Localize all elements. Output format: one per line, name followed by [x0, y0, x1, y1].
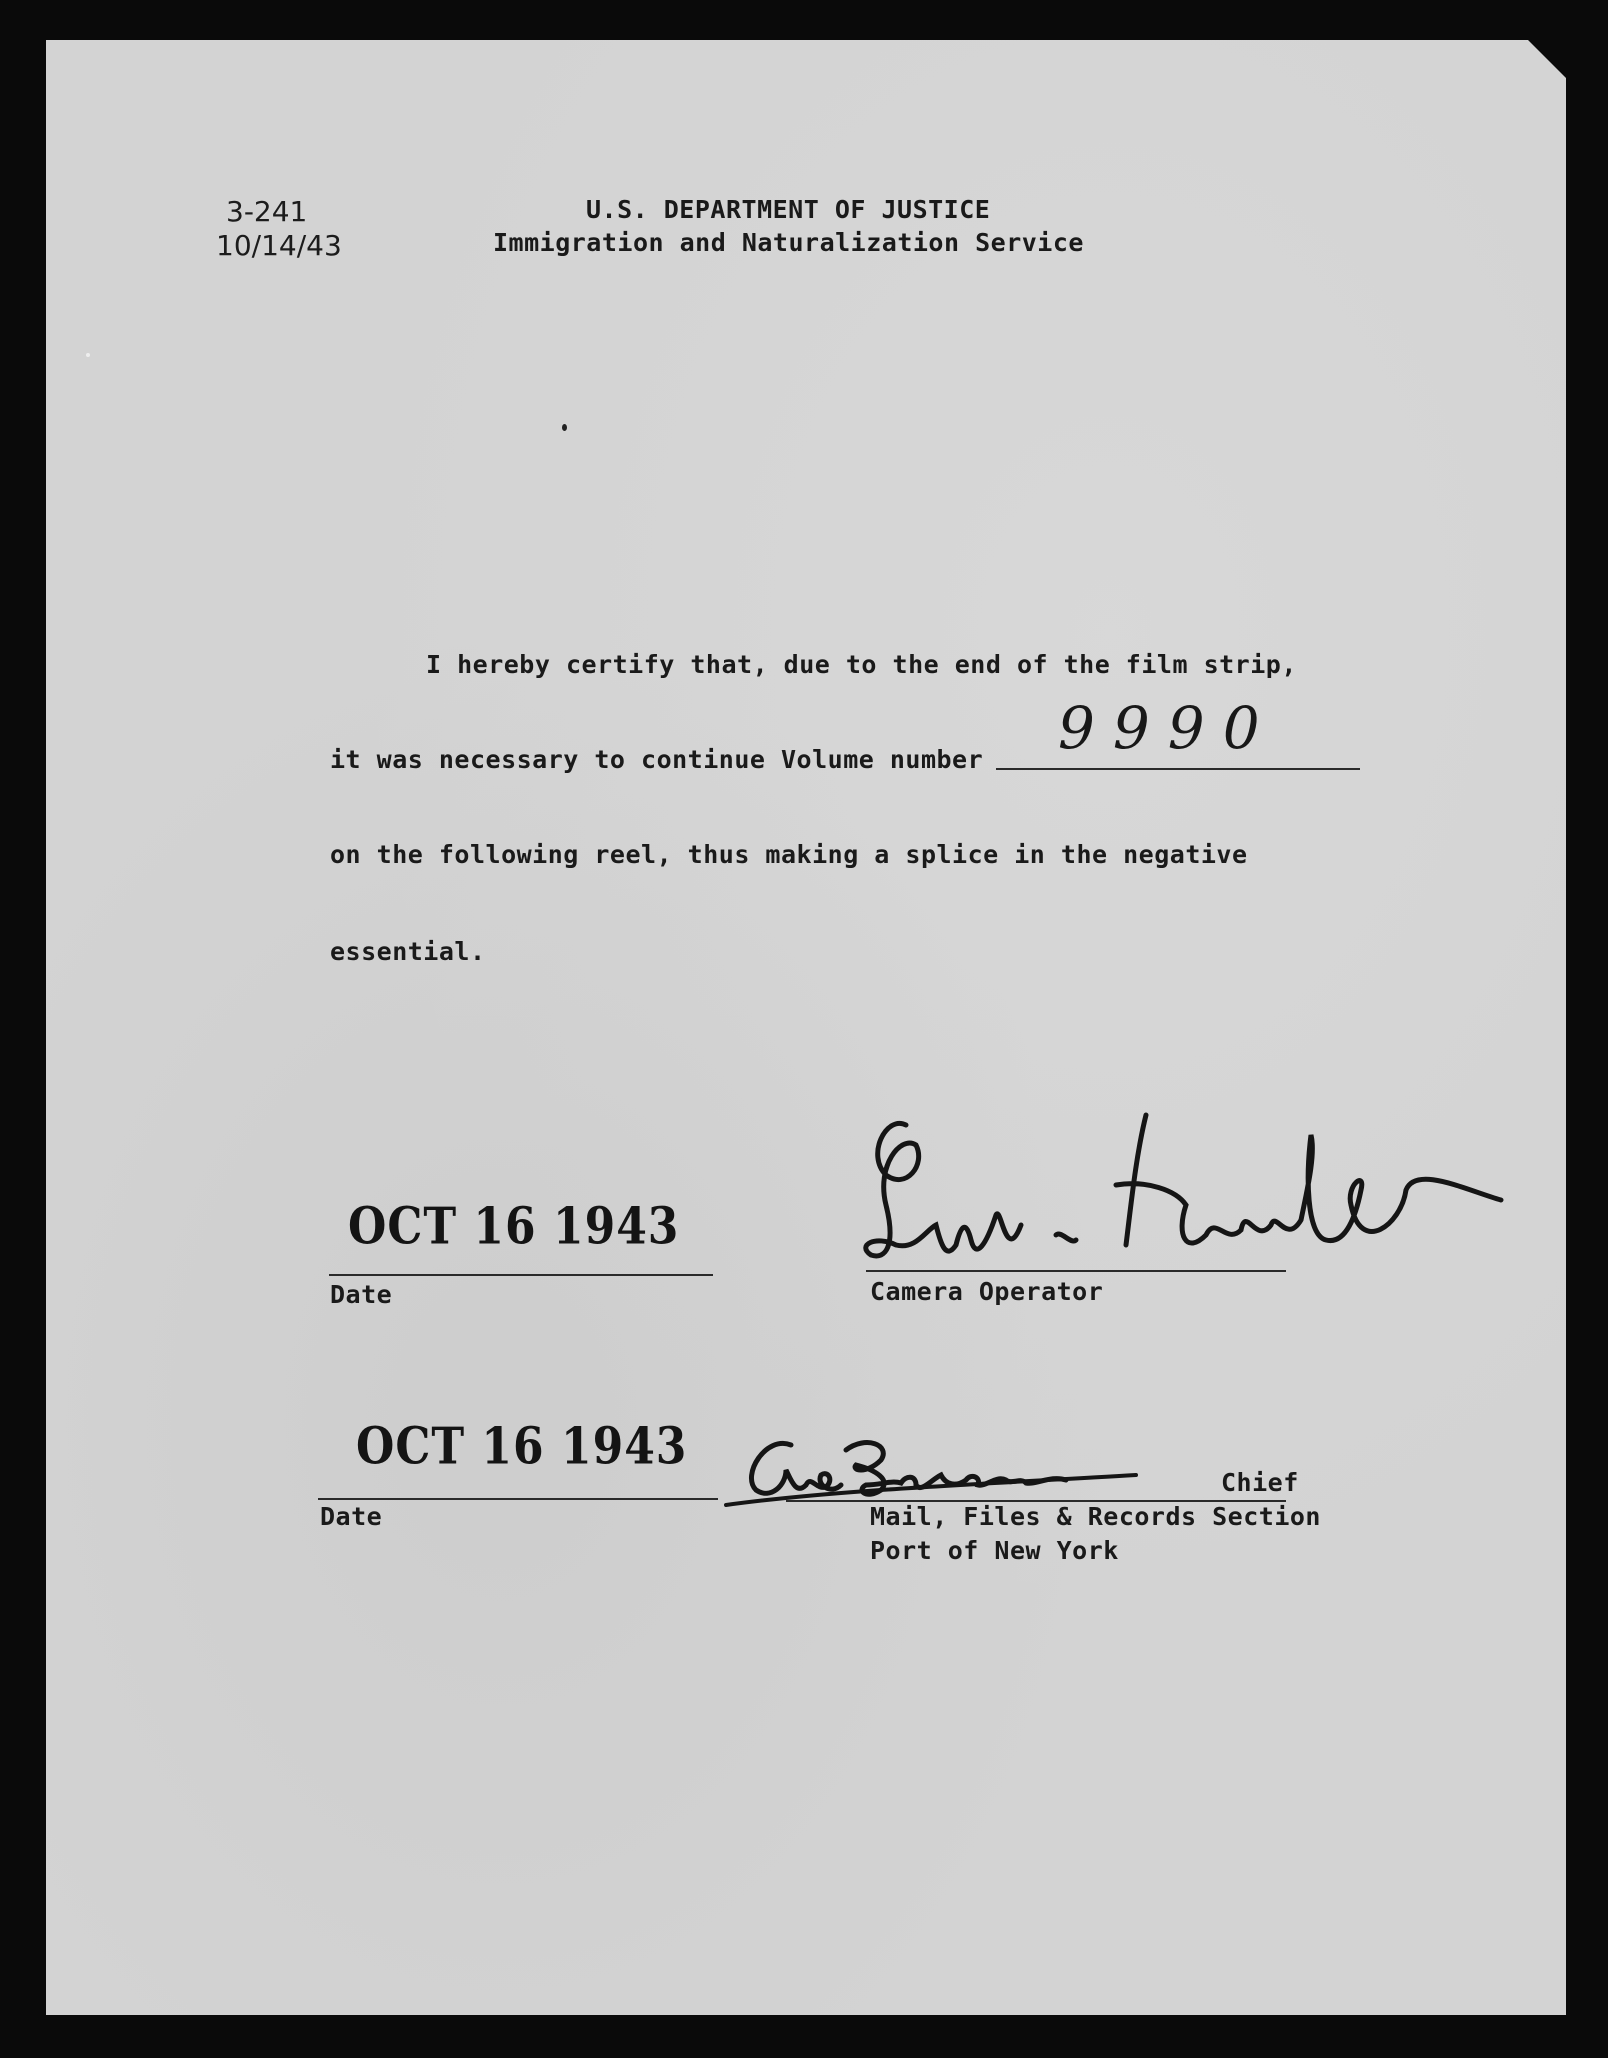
ink-speck — [86, 353, 90, 357]
form-code — [216, 195, 342, 263]
folded-corner — [1528, 40, 1566, 78]
operator-date-stamp: OCT 16 1943 — [348, 1197, 680, 1256]
ink-speck — [562, 424, 567, 431]
operator-signature-line — [866, 1270, 1286, 1272]
chief-date-line — [318, 1498, 718, 1500]
operator-date-label: Date — [330, 1280, 393, 1309]
form-code-date: 10/14/43 — [216, 229, 342, 262]
chief-title: Chief — [1221, 1468, 1299, 1497]
form-code-number: 3-241 — [226, 195, 308, 228]
chief-location: Port of New York — [870, 1536, 1119, 1565]
chief-section: Mail, Files & Records Section — [870, 1502, 1321, 1531]
department-title: U.S. DEPARTMENT OF JUSTICE — [586, 195, 991, 224]
volume-number: 9990 — [1058, 694, 1278, 762]
operator-date-line — [329, 1274, 713, 1276]
certification-line-2: it was necessary to continue Volume number — [330, 745, 984, 774]
certification-line-3: on the following reel, thus making a splice in the negative — [330, 840, 1248, 869]
volume-number-underline — [996, 768, 1360, 770]
certification-line-4: essential. — [330, 937, 486, 966]
chief-date-stamp: OCT 16 1943 — [356, 1417, 688, 1476]
paper-sheet — [46, 40, 1566, 2015]
certification-line-1: I hereby certify that, due to the end of the film strip, — [426, 650, 1297, 679]
service-title: Immigration and Naturalization Service — [493, 228, 1084, 257]
chief-date-label: Date — [320, 1502, 383, 1531]
camera-operator-label: Camera Operator — [870, 1277, 1104, 1306]
